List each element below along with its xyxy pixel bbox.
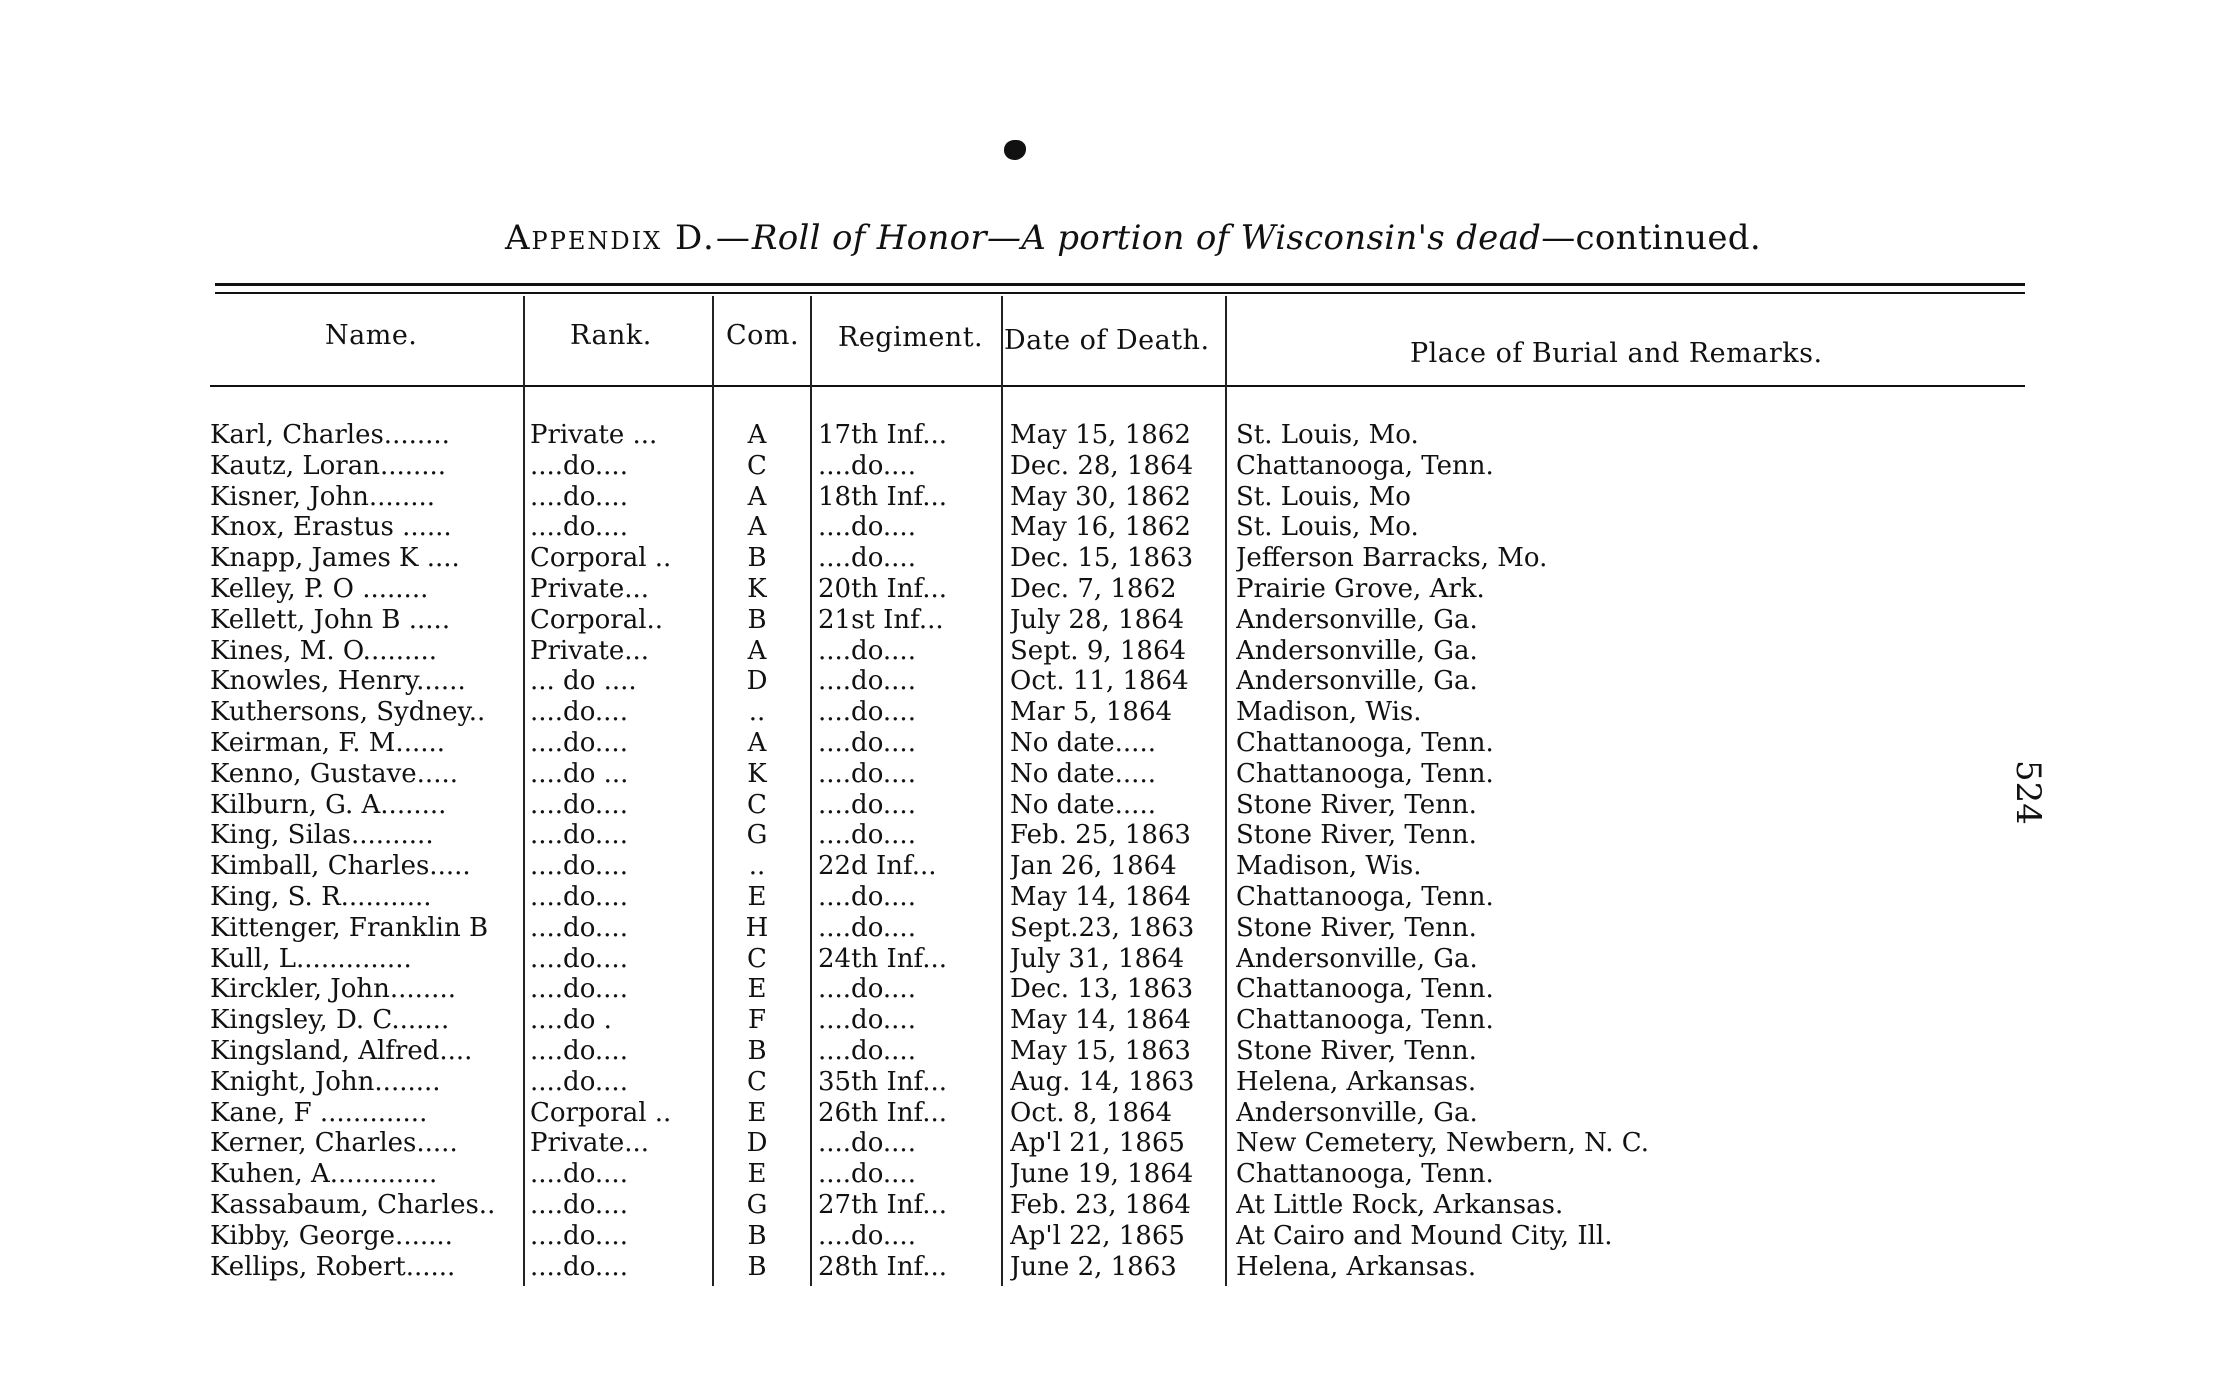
cell-rank: ....do.... — [530, 912, 628, 943]
cell-rank: ....do.... — [530, 1066, 628, 1097]
page-title — [505, 218, 1761, 258]
cell-date: Oct. 8, 1864 — [1010, 1097, 1173, 1128]
title-italic: Roll of Honor—A portion of Wisconsin's dead — [751, 218, 1542, 258]
rank-column — [530, 420, 702, 1282]
cell-name: Knight, John........ — [210, 1066, 441, 1097]
cell-place: Prairie Grove, Ark. — [1236, 573, 1485, 604]
cell-place: St. Louis, Mo — [1236, 481, 1411, 512]
header-regiment: Regiment. — [838, 322, 984, 353]
cell-date: Dec. 15, 1863 — [1010, 543, 1194, 574]
cell-place: St. Louis, Mo. — [1236, 512, 1419, 543]
cell-com: A — [747, 420, 767, 450]
cell-place: Madison, Wis. — [1236, 697, 1422, 728]
cell-rank: ....do.... — [530, 943, 628, 974]
cell-date: July 31, 1864 — [1010, 943, 1185, 974]
cell-name: Knowles, Henry...... — [210, 666, 466, 697]
cell-name: Kuthersons, Sydney.. — [210, 697, 486, 728]
cell-rank: ....do.... — [530, 727, 628, 758]
cell-regiment: ....do.... — [818, 512, 916, 543]
cell-place: Stone River, Tenn. — [1236, 1035, 1477, 1066]
cell-date: Sept.23, 1863 — [1010, 912, 1195, 943]
cell-name: Kisner, John........ — [210, 481, 435, 512]
cell-date: May 30, 1862 — [1010, 481, 1191, 512]
cell-name: Kines, M. O......... — [210, 635, 438, 666]
cell-com: G — [746, 1189, 768, 1220]
cell-date: Jan 26, 1864 — [1010, 851, 1177, 882]
cell-rank: ....do ... — [530, 758, 629, 789]
cell-regiment: ....do.... — [818, 1035, 916, 1066]
cell-name: Kibby, George....... — [210, 1220, 453, 1251]
cell-com: B — [747, 1035, 767, 1066]
header-com: Com. — [726, 320, 800, 351]
cell-regiment: 35th Inf... — [818, 1066, 948, 1097]
cell-rank: ....do.... — [530, 820, 628, 851]
cell-name: Karl, Charles........ — [210, 420, 450, 450]
cell-place: Chattanooga, Tenn. — [1236, 1159, 1494, 1190]
cell-date: Ap'l 22, 1865 — [1010, 1220, 1185, 1251]
cell-regiment: ....do.... — [818, 912, 916, 943]
cell-rank: Corporal .. — [530, 543, 672, 574]
date-column — [1010, 420, 1222, 1282]
cell-name: Kane, F ............. — [210, 1097, 428, 1128]
page-number: 524 — [2008, 760, 2048, 825]
company-column — [716, 420, 798, 1282]
cell-com: B — [747, 1251, 767, 1282]
cell-name: Kimball, Charles..... — [210, 851, 471, 882]
cell-com: C — [747, 943, 767, 974]
cell-rank: ....do.... — [530, 789, 628, 820]
cell-place: New Cemetery, Newbern, N. C. — [1236, 1128, 1649, 1159]
name-column — [210, 420, 516, 1282]
header-rank: Rank. — [570, 320, 652, 351]
cell-com: K — [747, 758, 767, 789]
column-divider — [1225, 296, 1227, 1286]
cell-name: Knox, Erastus ...... — [210, 512, 452, 543]
cell-date: June 2, 1863 — [1010, 1251, 1177, 1282]
cell-rank: ....do.... — [530, 481, 628, 512]
cell-name: King, S. R........... — [210, 881, 432, 912]
cell-date: May 14, 1864 — [1010, 881, 1191, 912]
cell-name: Kirckler, John........ — [210, 974, 456, 1005]
cell-regiment: ....do.... — [818, 1159, 916, 1190]
cell-date: July 28, 1864 — [1010, 604, 1185, 635]
cell-place: Andersonville, Ga. — [1236, 604, 1478, 635]
cell-place: At Little Rock, Arkansas. — [1236, 1189, 1564, 1220]
header-date: Date of Death. — [1004, 325, 1210, 356]
cell-name: Knapp, James K .... — [210, 543, 460, 574]
top-rule-2 — [215, 292, 2025, 294]
cell-rank: ....do.... — [530, 881, 628, 912]
cell-date: Feb. 23, 1864 — [1010, 1189, 1191, 1220]
column-divider — [712, 296, 714, 1286]
cell-rank: ....do.... — [530, 851, 628, 882]
cell-com: D — [746, 1128, 768, 1159]
cell-regiment: ....do.... — [818, 881, 916, 912]
cell-regiment: 18th Inf... — [818, 481, 948, 512]
cell-com: E — [747, 1159, 767, 1190]
cell-name: Kautz, Loran........ — [210, 450, 447, 481]
cell-date: Aug. 14, 1863 — [1010, 1066, 1195, 1097]
cell-name: Kingsley, D. C....... — [210, 1005, 450, 1036]
cell-place: Jefferson Barracks, Mo. — [1236, 543, 1548, 574]
cell-date: Oct. 11, 1864 — [1010, 666, 1189, 697]
ink-blot — [1004, 140, 1026, 160]
cell-name: Kull, L.............. — [210, 943, 412, 974]
cell-regiment: ....do.... — [818, 450, 916, 481]
column-divider — [523, 296, 525, 1286]
cell-regiment: ....do.... — [818, 1220, 916, 1251]
cell-com: .. — [748, 851, 766, 882]
top-rule-1 — [215, 283, 2025, 286]
cell-place: Andersonville, Ga. — [1236, 1097, 1478, 1128]
cell-date: May 16, 1862 — [1010, 512, 1191, 543]
cell-place: Andersonville, Ga. — [1236, 635, 1478, 666]
cell-regiment: 26th Inf... — [818, 1097, 948, 1128]
cell-name: Kuhen, A............. — [210, 1159, 438, 1190]
cell-place: Chattanooga, Tenn. — [1236, 450, 1494, 481]
cell-place: Helena, Arkansas. — [1236, 1251, 1477, 1282]
cell-com: G — [746, 820, 768, 851]
cell-regiment: ....do.... — [818, 635, 916, 666]
cell-place: Andersonville, Ga. — [1236, 943, 1478, 974]
place-column — [1236, 420, 1916, 1282]
cell-com: C — [747, 789, 767, 820]
cell-name: Kenno, Gustave..... — [210, 758, 458, 789]
cell-name: Keirman, F. M...... — [210, 727, 446, 758]
cell-rank: ....do . — [530, 1005, 612, 1036]
cell-regiment: 20th Inf... — [818, 573, 948, 604]
cell-name: Kellips, Robert...... — [210, 1251, 456, 1282]
cell-com: E — [747, 881, 767, 912]
cell-regiment: ....do.... — [818, 666, 916, 697]
cell-name: Kellett, John B ..... — [210, 604, 451, 635]
header-place: Place of Burial and Remarks. — [1410, 338, 1823, 369]
cell-rank: ....do.... — [530, 450, 628, 481]
cell-date: No date..... — [1010, 727, 1156, 758]
cell-name: Kingsland, Alfred.... — [210, 1035, 473, 1066]
cell-com: H — [745, 912, 769, 943]
cell-com: C — [747, 450, 767, 481]
cell-regiment: ....do.... — [818, 727, 916, 758]
cell-com: B — [747, 543, 767, 574]
cell-rank: ....do.... — [530, 512, 628, 543]
cell-date: Dec. 7, 1862 — [1010, 573, 1177, 604]
cell-place: Chattanooga, Tenn. — [1236, 974, 1494, 1005]
cell-date: Mar 5, 1864 — [1010, 697, 1173, 728]
cell-rank: Corporal.. — [530, 604, 664, 635]
cell-name: Kassabaum, Charles.. — [210, 1189, 496, 1220]
cell-com: F — [747, 1005, 767, 1036]
cell-regiment: ....do.... — [818, 789, 916, 820]
cell-regiment: ....do.... — [818, 1005, 916, 1036]
cell-regiment: 28th Inf... — [818, 1251, 948, 1282]
cell-rank: Private ... — [530, 420, 658, 450]
cell-date: Sept. 9, 1864 — [1010, 635, 1187, 666]
cell-date: Dec. 13, 1863 — [1010, 974, 1194, 1005]
cell-place: Chattanooga, Tenn. — [1236, 1005, 1494, 1036]
cell-regiment: ....do.... — [818, 820, 916, 851]
cell-rank: ....do.... — [530, 1159, 628, 1190]
cell-rank: ....do.... — [530, 974, 628, 1005]
cell-regiment: ....do.... — [818, 974, 916, 1005]
cell-date: Feb. 25, 1863 — [1010, 820, 1191, 851]
cell-com: E — [747, 974, 767, 1005]
title-suffix: —continued. — [1541, 218, 1761, 258]
cell-place: Helena, Arkansas. — [1236, 1066, 1477, 1097]
cell-rank: ....do.... — [530, 1035, 628, 1066]
cell-name: Kerner, Charles..... — [210, 1128, 458, 1159]
cell-name: Kittenger, Franklin B — [210, 912, 489, 943]
cell-regiment: ....do.... — [818, 1128, 916, 1159]
header-name: Name. — [325, 320, 418, 351]
cell-place: Chattanooga, Tenn. — [1236, 881, 1494, 912]
cell-rank: ....do.... — [530, 1220, 628, 1251]
cell-com: K — [747, 573, 767, 604]
cell-rank: Private... — [530, 635, 650, 666]
cell-place: Chattanooga, Tenn. — [1236, 727, 1494, 758]
cell-regiment: ....do.... — [818, 543, 916, 574]
cell-name: Kilburn, G. A........ — [210, 789, 447, 820]
cell-rank: ....do.... — [530, 1251, 628, 1282]
cell-date: May 15, 1863 — [1010, 1035, 1191, 1066]
cell-regiment: ....do.... — [818, 697, 916, 728]
cell-com: B — [747, 604, 767, 635]
cell-date: No date..... — [1010, 789, 1156, 820]
title-prefix: Appendix D.— — [505, 218, 752, 258]
cell-place: Madison, Wis. — [1236, 851, 1422, 882]
cell-com: B — [747, 1220, 767, 1251]
cell-name: Kelley, P. O ........ — [210, 573, 429, 604]
cell-regiment: 22d Inf... — [818, 851, 937, 882]
cell-com: A — [747, 635, 767, 666]
cell-rank: ... do .... — [530, 666, 637, 697]
cell-regiment: ....do.... — [818, 758, 916, 789]
cell-place: Chattanooga, Tenn. — [1236, 758, 1494, 789]
cell-date: Dec. 28, 1864 — [1010, 450, 1194, 481]
cell-com: A — [747, 481, 767, 512]
cell-com: .. — [748, 697, 766, 728]
cell-place: Andersonville, Ga. — [1236, 666, 1478, 697]
cell-regiment: 21st Inf... — [818, 604, 944, 635]
cell-rank: Corporal .. — [530, 1097, 672, 1128]
cell-regiment: 27th Inf... — [818, 1189, 948, 1220]
cell-place: St. Louis, Mo. — [1236, 420, 1419, 450]
cell-regiment: 24th Inf... — [818, 943, 948, 974]
cell-date: May 15, 1862 — [1010, 420, 1191, 450]
cell-date: May 14, 1864 — [1010, 1005, 1191, 1036]
cell-regiment: 17th Inf... — [818, 420, 948, 450]
cell-name: King, Silas.......... — [210, 820, 434, 851]
cell-com: A — [747, 727, 767, 758]
cell-com: E — [747, 1097, 767, 1128]
regiment-column — [818, 420, 998, 1282]
cell-place: Stone River, Tenn. — [1236, 912, 1477, 943]
column-divider — [1001, 296, 1003, 1286]
cell-place: Stone River, Tenn. — [1236, 820, 1477, 851]
cell-date: No date..... — [1010, 758, 1156, 789]
cell-date: June 19, 1864 — [1010, 1159, 1194, 1190]
cell-place: At Cairo and Mound City, Ill. — [1236, 1220, 1613, 1251]
cell-com: D — [746, 666, 768, 697]
header-rule — [210, 385, 2025, 387]
column-divider — [810, 296, 812, 1286]
cell-com: C — [747, 1066, 767, 1097]
cell-rank: ....do.... — [530, 697, 628, 728]
cell-place: Stone River, Tenn. — [1236, 789, 1477, 820]
cell-com: A — [747, 512, 767, 543]
cell-rank: ....do.... — [530, 1189, 628, 1220]
cell-rank: Private... — [530, 1128, 650, 1159]
cell-rank: Private... — [530, 573, 650, 604]
cell-date: Ap'l 21, 1865 — [1010, 1128, 1185, 1159]
